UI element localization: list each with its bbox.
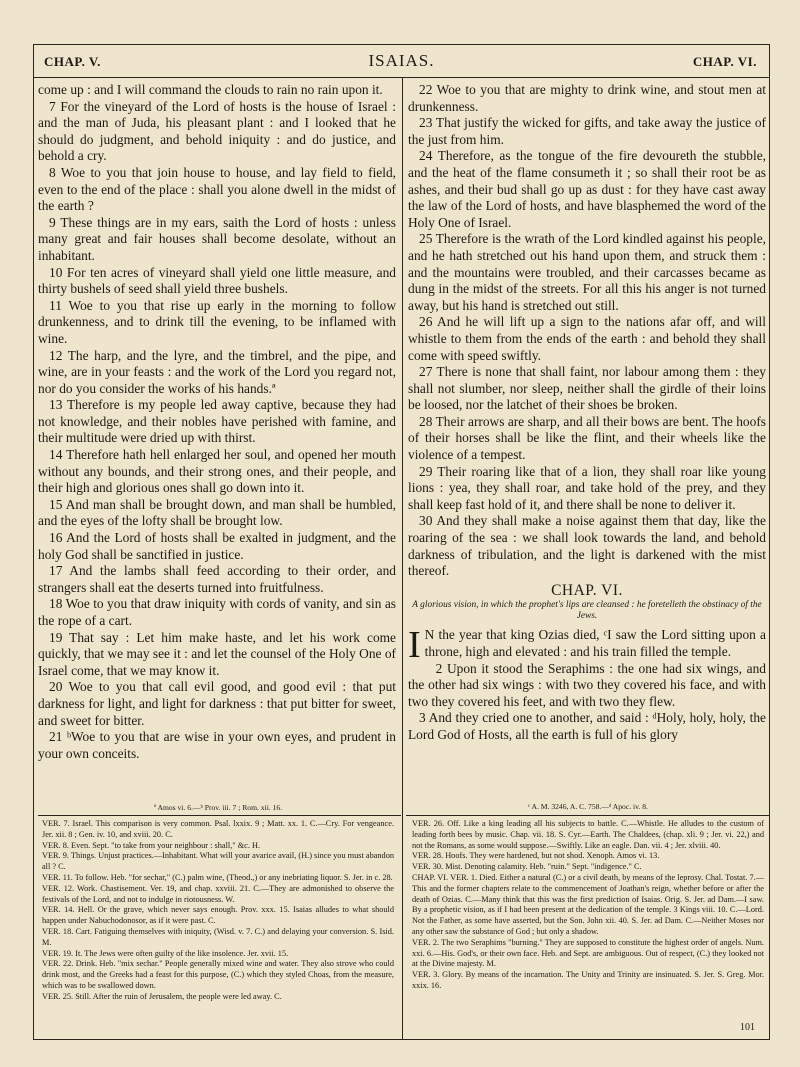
note: VER. 12. Work. Chastisement. Ver. 19, and chap. xxviii. 21. C.—They are admonished to observe the festivals of the Lord, and not to indulge in riotousness. W.	[42, 883, 394, 904]
verse: 12 The harp, and the lyre, and the timbrel, and the pipe, and wine, are in your feasts : and the work of the Lord you regard not, nor do you consider the works of his hands.ª	[38, 347, 396, 396]
verse: 9 These things are in my ears, saith the Lord of hosts : unless many great and fair houses shall become desolate, without an inhabitant.	[38, 214, 396, 263]
verse: 20 Woe to you that call evil good, and good evil : that put darkness for light, and light for darkness : that put bitter for sweet, and sweet for bitter.	[38, 679, 396, 728]
verse: come up : and I will command the clouds to rain no rain upon it.	[38, 82, 383, 97]
commentary-left	[42, 819, 394, 1003]
notes-rule-right	[406, 815, 769, 816]
note: VER. 22. Drink. Heb. "mix sechar." People generally mixed wine and water. They also strove who could drink most, and the Greeks had a feast for this purpose, (C.) which they styled Choas, from the measure, which was to be swallowed down.	[42, 959, 394, 990]
footnote-right: ᶜ A. M. 3246, A. C. 758.—ᵈ Apoc. iv. 8.	[528, 802, 648, 811]
note: VER. 8. Even. Sept. "to take from your neighbour : shall," &c. H.	[42, 840, 261, 850]
note: VER. 2. The two Seraphims "burning." They are supposed to constitute the highest order of angels. Num. xxi. 6.—His. God's, or their own face. Heb. and Sept. are ambiguous. Out of respect, (C.) they looked not at the Divine majesty. M.	[412, 937, 764, 969]
left-column	[38, 82, 396, 762]
note: CHAP. VI. VER. 1. Died. Either a natural (C.) or a civil death, by means of the leprosy. Chal. Tostat. 7.—This and the former chapters relate to the commencement of Joathan's reign, whether before or after the death of Ozias. C.—Many think that this was the first prediction of Isaias. Orig. S. Jer. ad Dam.—I saw. By a prophetic vision, as if I had been present at the dedication of the temple. 3 Kings viii. 10. C.—Lord. Not the Father, as some have asserted, but the Son. John xii. 40. S. Jer. ad Dam. C.—Neither Moses nor any other saw the substance of God ; but only a shadow.	[412, 872, 764, 936]
verse: 15 And man shall be brought down, and man shall be humbled, and the eyes of the lofty shall be brought low.	[38, 496, 396, 529]
header-right: CHAP. VI.	[692, 54, 757, 69]
footnote-left: ª Amos vi. 6.—ᵇ Prov. iii. 7 ; Rom. xii. 16.	[153, 803, 283, 812]
verse: 21 ᵇWoe to you that are wise in your own eyes, and prudent in your own conceits.	[38, 729, 396, 761]
header-title: ISAIAS.	[368, 51, 435, 70]
chapter-heading: CHAP. VI.	[551, 581, 623, 599]
note: VER. 11. To follow. Heb. "for sechar," (C.) palm wine, (Theod.,) or any inebriating liquor. S. Jer. in c. 28.	[42, 872, 393, 882]
verse: 29 Their roaring like that of a lion, they shall roar like young lions : yea, they shall roar, and take hold of the prey, and they shall keep fast hold of it, and there shall be none to deliver it.	[408, 463, 766, 512]
note: VER. 3. Glory. By means of the incarnation. The Unity and Trinity are insinuated. S. Jer. S. Greg. Mor. xxix. 16.	[412, 970, 764, 990]
note: VER. 18. Cart. Fatiguing themselves with iniquity, (Wisd. v. 7. C.) and delaying your conversion. S. Isid. M.	[42, 926, 394, 947]
commentary-right	[412, 819, 764, 992]
verse: 10 For ten acres of vineyard shall yield one little measure, and thirty bushels of seed shall yield three bushels.	[38, 264, 396, 297]
chapter-summary: A glorious vision, in which the prophet's lips are cleansed : he foretelleth the obstinacy of the Jews.	[412, 600, 762, 622]
verse: 3 And they cried one to another, and said : ᵈHoly, holy, holy, the Lord God of Hosts, all the earth is full of his glory	[408, 710, 766, 742]
verse: 11 Woe to you that rise up early in the morning to follow drunkenness, and to drink till the evening, to be inflamed with wine.	[38, 297, 396, 346]
verse: 17 And the lambs shall feed according to their order, and strangers shall eat the deserts turned into fruitfulness.	[38, 563, 396, 595]
note: VER. 28. Hoofs. They were hardened, but not shod. Xenoph. Amos vi. 13.	[412, 851, 660, 861]
note: VER. 30. Mist. Denoting calamity. Heb. "ruin." Sept. "indigence." C.	[412, 862, 642, 872]
notes-rule-left	[38, 815, 401, 816]
verse: 24 Therefore, as the tongue of the fire devoureth the stubble, and the heat of the flame consumeth it ; so shall their root be as ashes, and their bud shall go up as dust : for they have cast away the law of the Lord of hosts, and have blasphemed the word of the Holy One of Israel.	[408, 148, 766, 230]
page-number: 101	[740, 1022, 755, 1033]
note: VER. 19. It. The Jews were often guilty of the like insolence. Jer. xvii. 15.	[42, 948, 289, 958]
verse: 26 And he will lift up a sign to the nations afar off, and will whistle to them from the ends of the earth : and behold they shall come with speed swiftly.	[408, 314, 766, 363]
running-header	[34, 45, 769, 78]
drop-cap: I	[408, 624, 421, 667]
verse: 19 That say : Let him make haste, and let his work come quickly, that we may see it : and let the counsel of the Holy One of Israel come, that we may know it.	[38, 629, 396, 678]
verse: 30 And they shall make a noise against them that day, like the roaring of the sea : we shall look towards the land, and behold darkness of tribulation, and the light is darkened with the mist thereof.	[408, 513, 766, 579]
verse: 23 That justify the wicked for gifts, and take away the justice of the just from him.	[408, 115, 766, 147]
note: VER. 26. Off. Like a king leading all his subjects to battle. C.—Whistle. He alludes to the custom of leading forth bees by music. Chap. vii. 18. S. Cyr.—Earth. The Chaldees, (chap. xli. 9 ; Jer. vi. 22,) and not the Romans, as some would suppose.—Swiftly. Like an eagle. Dan. vii. 4 ; Jer. xlviii. 40.	[412, 819, 764, 850]
note: VER. 7. Israel. This comparison is very common. Psal. lxxix. 9 ; Matt. xx. 1. C.—Cry. For vengeance. Jer. xii. 8 ; Gen. iv. 10, and xviii. 20. C.	[42, 819, 394, 839]
verse: 13 Therefore is my people led away captive, because they had not knowledge, and their nobles have perished with famine, and their multitude were dried up with thirst.	[38, 397, 396, 446]
page-frame	[33, 44, 770, 1040]
verse: 25 Therefore is the wrath of the Lord kindled against his people, and he hath stretched out his hand upon them, and struck them : and the mountains were troubled, and their carcasses became as dung in the midst of the streets. For all this his anger is not turned away, but his hand is stretched out still.	[408, 231, 766, 313]
verse-text: N the year that king Ozias died, ᶜI saw the Lord sitting upon a throne, high and elevated : and his train filled the temple.	[424, 627, 766, 659]
header-left: CHAP. V.	[44, 54, 101, 69]
verse: 22 Woe to you that are mighty to drink wine, and stout men at drunkenness.	[408, 82, 766, 114]
verse: 27 There is none that shall faint, nor labour among them : they shall not slumber, nor sleep, neither shall the girdle of their loins be loosed, nor the latchet of their shoes be broken.	[408, 364, 766, 413]
verse: 14 Therefore hath hell enlarged her soul, and opened her mouth without any bounds, and their strong ones, and their people, and their high and glorious ones shall go down into it.	[38, 447, 396, 496]
verse: 8 Woe to you that join house to house, and lay field to field, even to the end of the place : shall you alone dwell in the midst of the earth ?	[38, 164, 396, 214]
verse-first	[408, 624, 766, 667]
note: VER. 9. Things. Unjust practices.—Inhabitant. What will your avarice avail, (H.) since you must abandon all ? C.	[42, 851, 394, 872]
right-column	[408, 82, 766, 744]
verse: 7 For the vineyard of the Lord of hosts is the house of Israel : and the man of Juda, his pleasant plant : and I looked that he should do judgment, and behold iniquity : and do justice, and behold a cry.	[38, 98, 396, 164]
verse: 2 Upon it stood the Seraphims : the one had six wings, and the other had six wings : with two they covered his face, and with two they covered his feet, and with two they flew.	[408, 660, 766, 709]
verse: 16 And the Lord of hosts shall be exalted in judgment, and the holy God shall be sanctified in justice.	[38, 530, 396, 562]
note: VER. 14. Hell. Or the grave, which never says enough. Prov. xxx. 15. Isaias alludes to what should happen under Nabuchodonosor, as if it were past. C.	[42, 905, 394, 926]
verse: 18 Woe to you that draw iniquity with cords of vanity, and sin as the rope of a cart.	[38, 596, 396, 628]
verse: 28 Their arrows are sharp, and all their bows are bent. The hoofs of their horses shall be like the flint, and their wheels like the violence of a tempest.	[408, 413, 766, 463]
note: VER. 25. Still. After the ruin of Jerusalem, the people were led away. C.	[42, 991, 282, 1001]
column-divider	[402, 78, 403, 1039]
